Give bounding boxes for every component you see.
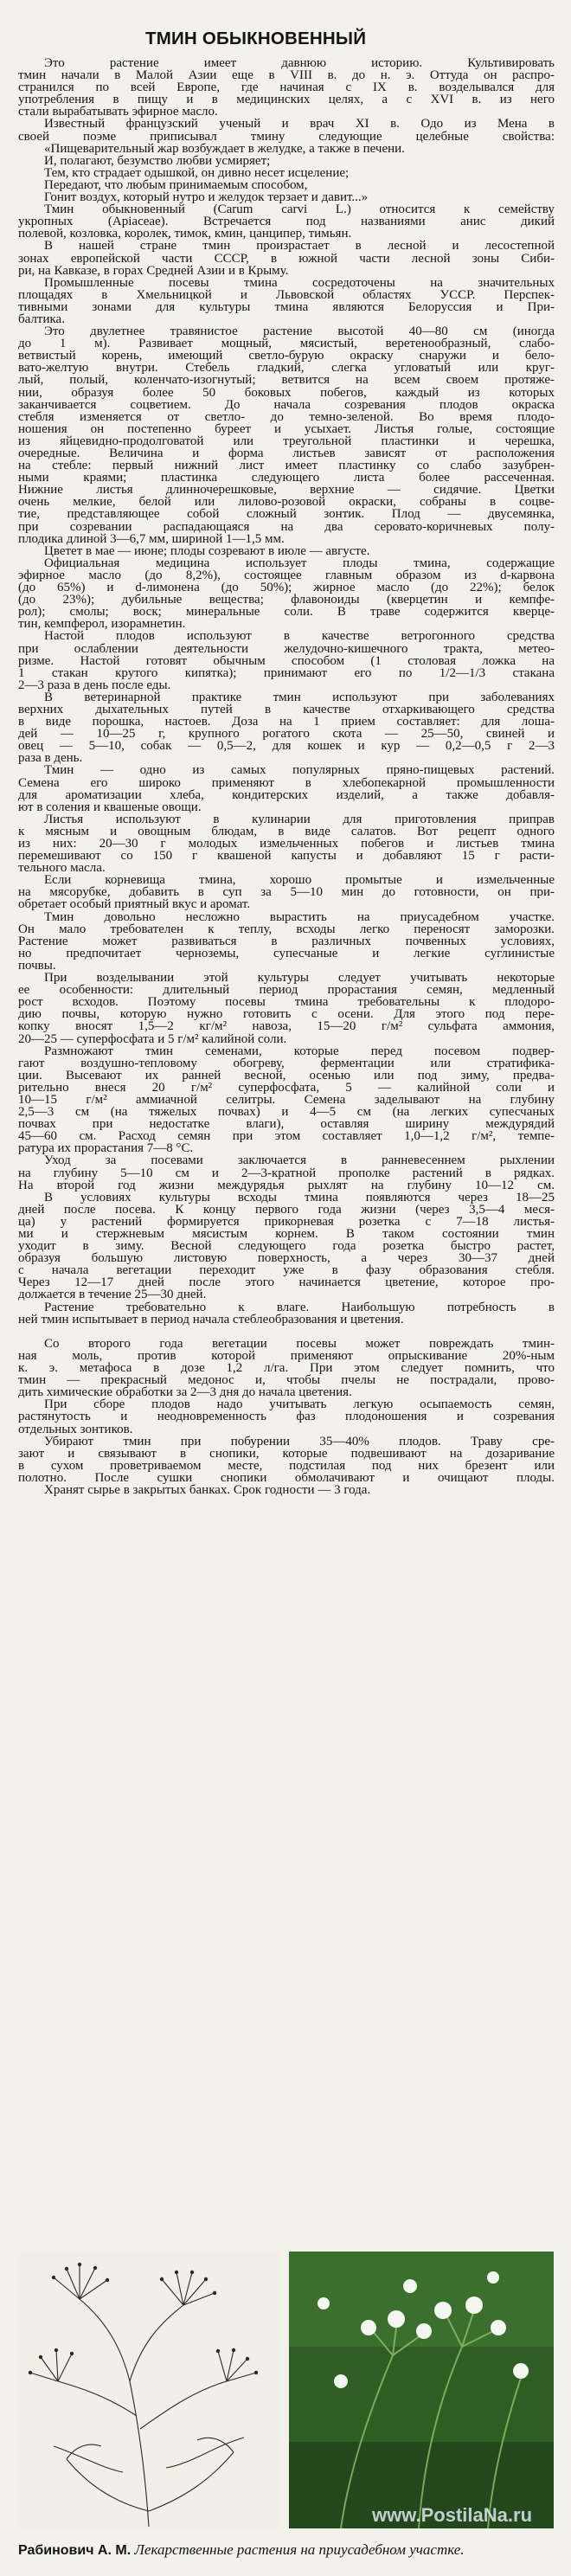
text-line: заканчивается соцветием. До начала созревания плодов окраска bbox=[18, 398, 555, 411]
text-line: Настой плодов используют в качестве ветрогонного средства bbox=[44, 630, 555, 643]
text-line: ми и стержневым мясистым корнем. В таком состоянии тмин bbox=[18, 1228, 555, 1241]
text-line: верхних дыхательных путей в качестве отхаркивающего средства bbox=[18, 703, 555, 716]
footer-caption bbox=[18, 2541, 558, 2560]
text-line: своей поэме приписывал тмину следующие целебные свойства: bbox=[18, 130, 555, 143]
text-line: для ароматизации хлеба, кондитерских изделий, а также добавля- bbox=[18, 788, 555, 801]
text-line: Листья используют в кулинарии для приготовления приправ bbox=[44, 813, 555, 825]
text-line: Цветет в мае — июне; плоды созревают в июле — августе. bbox=[44, 544, 370, 557]
text-line: к мясным и овощным блюдам, в виде салатов. Вот рецепт одного bbox=[18, 825, 555, 838]
footer-author: Рабинович А. М. bbox=[18, 2543, 132, 2558]
text-line: зонах европейской части СССР, в южной части лесной зоны Сиби- bbox=[18, 252, 555, 265]
text-line: с начала вегетации переходит уже в фазу образования стебля. bbox=[18, 1264, 555, 1277]
text-line: рол); смолы; воск; минеральные соли. В траве содержится кверце- bbox=[18, 606, 555, 619]
text-line: Известный французский ученый и врач XI в. Одо из Мена в bbox=[44, 118, 555, 131]
text-line: полотно. После сушки снопики обмолачивают и очищают плоды. bbox=[18, 1471, 555, 1484]
text-line: обретает особый приятный вкус и аромат. bbox=[18, 898, 251, 911]
text-line: Тмин — одно из самых популярных пряно-пищевых растений. bbox=[44, 764, 555, 777]
text-line: нии, образуя более 50 боковых побегов, каждый из которых bbox=[18, 386, 555, 399]
text-line: тин, кемпферол, изорамнетин. bbox=[18, 618, 186, 631]
caraway-photo bbox=[289, 2252, 554, 2528]
text-line: образуя большую листовую поверхность, а через 30—37 дней bbox=[18, 1252, 555, 1265]
text-line: 45—60 см. Расход семян при этом составляет 1,0—1,2 г/м², темпе- bbox=[18, 1130, 555, 1143]
text-line: ции. Высевают их ранней весной, осенью или под зиму, предва- bbox=[18, 1069, 555, 1082]
text-line: В условиях культуры всходы тмина появляются через 18—25 bbox=[44, 1191, 555, 1204]
text-line: эфирное масло (до 8,2%), состоящее главным образом из d-карвона bbox=[18, 569, 555, 582]
text-line: Уход за посевами заключается в ранневесеннем рыхлении bbox=[44, 1154, 555, 1167]
text-line: отдельных зонтиков. bbox=[18, 1423, 133, 1436]
text-line: На второй год жизни междурядья рыхлят на глубину 10—12 см. bbox=[18, 1179, 555, 1192]
text-line: Размножают тмин семенами, которые перед посевом подвер- bbox=[44, 1044, 555, 1057]
page-title: ТМИН ОБЫКНОВЕННЫЙ bbox=[145, 29, 367, 48]
text-line: Он мало требователен к теплу, всходы легко переносят заморозки. bbox=[18, 922, 555, 935]
text-line: Со второго года вегетации посевы может повреждать тмин- bbox=[44, 1337, 555, 1350]
caraway-drawing bbox=[19, 2252, 280, 2528]
text-line: При сборе плодов надо учитывать легкую осыпаемость семян, bbox=[44, 1398, 555, 1411]
text-line: ца) у растений формируется прикорневая розетка с 7—18 листья- bbox=[18, 1215, 555, 1228]
text-line: дию почвы, которую нужно готовить с осени. Для этого под пере- bbox=[18, 1008, 555, 1021]
text-line: Промышленные посевы тмина сосредоточены на значительных bbox=[44, 276, 555, 289]
text-line: очередные. Величина и форма листьев зависят от расположения bbox=[18, 447, 555, 460]
text-line: дней после посева. К концу первого года жизни (через 3,5—4 меся- bbox=[18, 1203, 555, 1216]
text-line: гают воздушно-тепловому обогреву, ферментации или стратифика- bbox=[18, 1057, 555, 1070]
text-line: Гонит воздух, который нутро и желудок терзает и давит...» bbox=[44, 191, 369, 204]
text-line: тивными зонами для культуры тмина являются Белоруссия и При- bbox=[18, 300, 555, 313]
text-line: 2,5—3 см (на тяжелых почвах) и 4—5 см (на легких супесчаных bbox=[18, 1106, 555, 1119]
text-line: перемешивают со 150 г квашеной капусты и добавляют 15 г расти- bbox=[18, 850, 555, 863]
text-line: Через 12—17 дней после этого начинается цветение, которое про- bbox=[18, 1276, 555, 1289]
text-line: дить химические обработки за 2—3 дня до начала цветения. bbox=[18, 1386, 352, 1399]
text-line: ней тмин испытывает в период начала стеблеобразования и цветения. bbox=[18, 1313, 404, 1326]
text-line: рительно внеся 20 г/м² суперфосфата, 5 — калийной соли и bbox=[18, 1081, 555, 1094]
text-line: на мясорубке, добавить в суп за 5—10 мин до готовности, он при- bbox=[18, 886, 555, 899]
text-line: тие, представляющее собой сложный зонтик. Плод — двусемянка, bbox=[18, 508, 555, 521]
text-line: рост всходов. Поэтому посевы тмина требовательны к плодоро- bbox=[18, 996, 555, 1009]
text-line: Растение требовательно к влаге. Наибольшую потребность в bbox=[44, 1301, 555, 1314]
text-line: при ослаблении деятельности желудочно-кишечного тракта, метео- bbox=[18, 642, 555, 655]
text-line: ветвистый корень, имеющий светло-бурую окраску снаружи и бело- bbox=[18, 350, 555, 363]
text-line: из них: 20—30 г молодых измельченных побегов и листьев тмина bbox=[18, 838, 555, 851]
text-line: При возделывании этой культуры следует учитывать некоторые bbox=[44, 972, 555, 985]
text-line: тмин начали в Малой Азии еще в VIII в. до н. э. Оттуда он распро- bbox=[18, 69, 555, 82]
text-line: дей — 10—25 г, крупного рогатого скота — 25—50, свиней и bbox=[18, 728, 555, 741]
text-line: почвы. bbox=[18, 959, 56, 973]
text-line: Это двулетнее травянистое растение высотой 40—80 см (иногда bbox=[44, 325, 555, 338]
text-line: ная моль, против которой применяют опрыскивание 20%-ным bbox=[18, 1349, 555, 1363]
text-line: в сухом проветриваемом месте, подстилая под них брезент или bbox=[18, 1459, 555, 1472]
text-line: до 1 м). Развивает мощный, мясистый, веретенообразный, слабо- bbox=[18, 337, 555, 350]
text-line: Семена его широко применяют в хлебопекарной промышленности bbox=[18, 776, 555, 789]
text-line: Тмин обыкновенный (Carum carvi L.) относится к семейству bbox=[44, 203, 555, 216]
watermark: www.PostilaNa.ru bbox=[372, 2504, 533, 2526]
text-line: 20—25 — суперфосфата и 5 г/м² калийной соли. bbox=[18, 1032, 287, 1045]
footer-book: Лекарственные растения на приусадебном участке. bbox=[134, 2541, 465, 2558]
text-line: Официальная медицина использует плоды тмина, содержащие bbox=[44, 556, 555, 569]
text-line: плодика длиной 3—6,7 мм, шириной 1—1,5 мм. bbox=[18, 532, 285, 545]
text-line: Это растение имеет давнюю историю. Культивировать bbox=[44, 57, 555, 70]
text-line: лый, полый, коленчато-изогнутый; ветвится на всем своем протяже- bbox=[18, 374, 555, 387]
text-line: на стебле: первый нижний лист имеет пластинку со слабо зазубрен- bbox=[18, 459, 555, 472]
text-line: (до 23%); дубильные вещества; флавоноиды (кверцетин и кемпфе- bbox=[18, 594, 555, 607]
text-line: 1 стакан крутого кипятка); принимают его по 1/2—1/3 стакана bbox=[18, 666, 555, 679]
text-line: ее особенности: длительный период прорастания семян, медленный bbox=[18, 984, 555, 997]
text-line: (до 65%) и d-лимонена (до 50%); жирное масло (до 22%); белок bbox=[18, 581, 555, 594]
text-line: укропных (Apiaceae). Встречается под названиями анис дикий bbox=[18, 215, 555, 228]
text-line: зают и связывают в снопики, которые подвешивают на дозаривание bbox=[18, 1447, 555, 1460]
text-line: 2—3 раза в день после еды. bbox=[18, 678, 171, 691]
text-line: ратура их прорастания 7—8 °С. bbox=[18, 1142, 194, 1155]
text-line: 10—15 г/м² аммиачной селитры. Семена заделывают на глубину bbox=[18, 1093, 555, 1107]
text-line: площадях в Хмельницкой и Львовской областях УССР. Перспек- bbox=[18, 288, 555, 301]
text-line: полевой, козловка, королек, тимок, кмин, цанципер, тимьян. bbox=[18, 228, 352, 241]
text-line: при созревании распадающаяся на два серовато-коричневых полу- bbox=[18, 520, 555, 533]
text-line: стебля изменяется от светло- до темно-зеленой. Во время плодо- bbox=[18, 410, 555, 423]
text-line: тмин — прекрасный медонос и, чтобы пчелы не пострадали, прово- bbox=[18, 1374, 555, 1387]
text-line: И, полагают, безумство любви усмиряет; bbox=[44, 154, 271, 167]
illustrations bbox=[19, 2252, 554, 2528]
text-line: ношения он постепенно буреет и усыхает. Листья голые, состоящие bbox=[18, 422, 555, 435]
text-line: странился по всей Европе, где начиная с IX в. возделывался для bbox=[18, 81, 555, 94]
text-line: Растение может развиваться в различных почвенных условиях, bbox=[18, 935, 555, 948]
text-line: Хранят сырье в закрытых банках. Срок годности — 3 года. bbox=[44, 1483, 371, 1497]
text-line: копку вносят 1,5—2 кг/м² навоза, 15—20 г/м² сульфата аммония, bbox=[18, 1020, 555, 1033]
text-line: в виде порошка, настоев. Доза на 1 прием составляет: для лоша- bbox=[18, 716, 555, 729]
text-line: В ветеринарной практике тмин используют при заболеваниях bbox=[44, 691, 555, 703]
paragraph-gap bbox=[18, 1326, 555, 1338]
text-line: В нашей стране тмин произрастает в лесной и лесостепной bbox=[44, 240, 555, 253]
text-line: вато-желтую внутри. Стебель гладкий, слегка угловатый или круг- bbox=[18, 362, 555, 375]
text-line: тельного масла. bbox=[18, 862, 106, 875]
text-line: ри, на Кавказе, в горах Средней Азии и в Крыму. bbox=[18, 264, 289, 277]
text-line: Если корневища тмина, хорошо промытые и измельченные bbox=[44, 874, 555, 887]
text-line: Тмин довольно несложно вырастить на приусадебном участке. bbox=[44, 910, 555, 923]
text-line: Тем, кто страдает одышкой, он дивно несет исцеление; bbox=[44, 166, 350, 179]
text-line: Убирают тмин при побурении 35—40% плодов. Траву сре- bbox=[44, 1435, 555, 1448]
text-line: употребления в пищу и в медицинских целях, а с XVI в. из него bbox=[18, 93, 555, 106]
text-line: уходит в зиму. Весной следующего года розетка быстро растет, bbox=[18, 1240, 555, 1253]
text-line: почвах при недостатке влаги), оставляя ширину междурядий bbox=[18, 1118, 555, 1131]
text-line: овец — 5—10, собак — 0,5—2, для кошек и кур — 0,2—0,5 г 2—3 bbox=[18, 740, 555, 753]
text-line: ют в соления и квашеные овощи. bbox=[18, 800, 202, 813]
text-line: растянутость и неодновременность фаз плодоношения и созревания bbox=[18, 1410, 555, 1423]
text-line: но предпочитает черноземы, супесчаные и легкие суглинистые bbox=[18, 947, 555, 960]
text-line: стали вырабатывать эфирное масло. bbox=[18, 106, 218, 119]
text-line: ризме. Настой готовят обычным способом (1 столовая ложка на bbox=[18, 654, 555, 667]
text-line: Передают, что любым принимаемым способом, bbox=[44, 178, 308, 192]
text-line: из яйцевидно-продолговатой или треугольной пластинки и черешка, bbox=[18, 434, 555, 447]
text-line: «Пищеварительный жар возбуждает в желудке, а также в печени. bbox=[44, 142, 405, 155]
article-body bbox=[18, 57, 555, 1496]
text-line: балтика. bbox=[18, 312, 65, 326]
text-line: ными краями; пластинка следующего листа более рассеченная. bbox=[18, 472, 555, 485]
text-line: раза в день. bbox=[18, 752, 83, 765]
text-line: к. э. метафоса в дозе 1,2 л/га. При этом следует помнить, что bbox=[18, 1362, 555, 1375]
text-line: на глубину 5—10 см и 2—3-кратной прополке растений в рядках. bbox=[18, 1166, 555, 1179]
text-line: очень мелкие, белой или лилово-розовой окраски, собраны в соцве- bbox=[18, 496, 555, 509]
text-line: должается в течение 25—30 дней. bbox=[18, 1288, 207, 1301]
text-line: Нижние листья длинночерешковые, верхние — сидячие. Цветки bbox=[18, 484, 555, 497]
